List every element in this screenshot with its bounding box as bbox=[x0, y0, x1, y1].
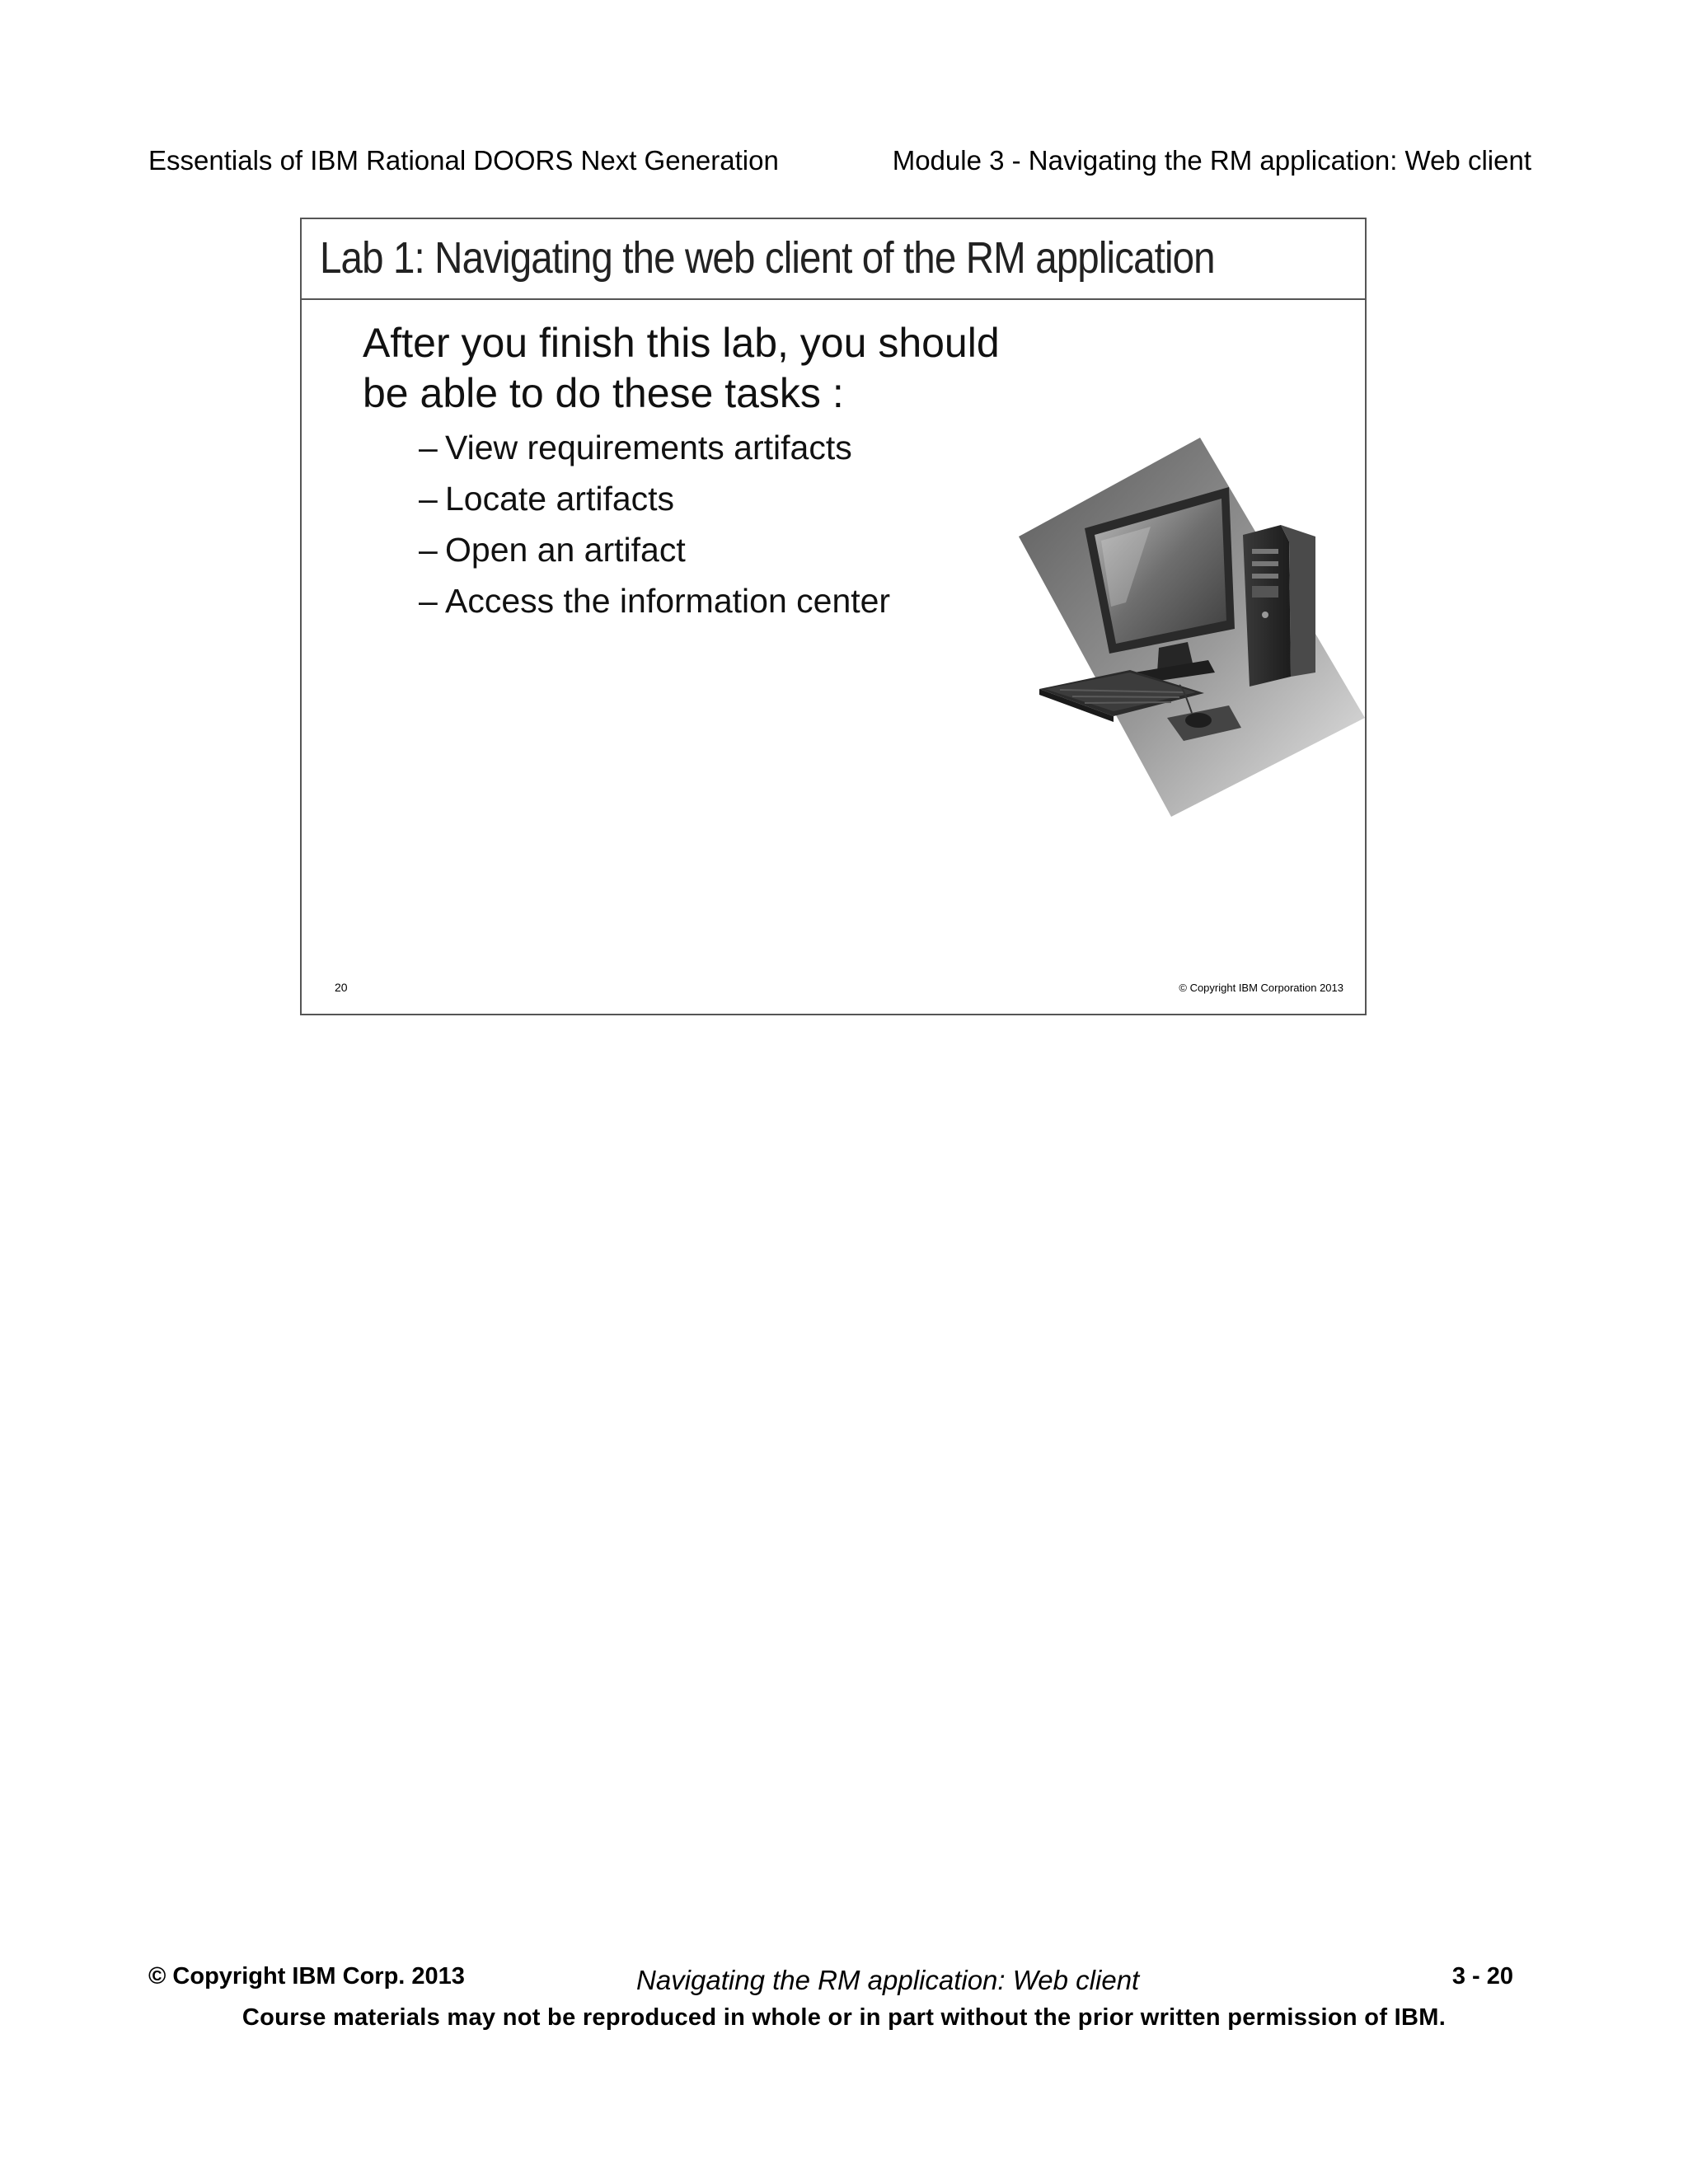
bullet-dash: – bbox=[419, 480, 438, 518]
slide-title-bar bbox=[302, 219, 1365, 300]
footer-reproduction-notice: Course materials may not be reproduced in whole or in part without the prior written permission of IBM. bbox=[241, 2004, 1447, 2031]
slide-title: Lab 1: Navigating the web client of the RM application bbox=[320, 233, 1215, 283]
footer-chapter-title: Navigating the RM application: Web client bbox=[636, 1965, 1140, 1995]
bullet-dash: – bbox=[419, 531, 438, 569]
slide-frame bbox=[300, 218, 1367, 1015]
slide-number: 20 bbox=[335, 981, 348, 994]
task-text: Locate artifacts bbox=[445, 480, 675, 518]
task-list bbox=[419, 422, 890, 626]
footer-copyright: © Copyright IBM Corp. 2013 bbox=[148, 1963, 465, 1990]
computer-tower-icon bbox=[1243, 525, 1315, 687]
running-header-course: Essentials of IBM Rational DOORS Next Generation bbox=[148, 145, 779, 176]
bullet-dash: – bbox=[419, 429, 438, 466]
task-item bbox=[419, 422, 890, 473]
slide-intro bbox=[363, 318, 1000, 419]
footer-page-number: 3 - 20 bbox=[1451, 1963, 1513, 1990]
slide-copyright: © Copyright IBM Corporation 2013 bbox=[1179, 982, 1343, 994]
bullet-dash: – bbox=[419, 582, 438, 620]
task-text: View requirements artifacts bbox=[445, 429, 852, 466]
task-item bbox=[419, 524, 890, 575]
task-item bbox=[419, 473, 890, 524]
task-text: Open an artifact bbox=[445, 531, 686, 569]
running-header-module: Module 3 - Navigating the RM application: Web client bbox=[892, 145, 1531, 176]
slide-intro-line-1: After you finish this lab, you should bbox=[363, 320, 1000, 366]
task-item bbox=[419, 575, 890, 626]
slide-intro-line-2: be able to do these tasks : bbox=[363, 370, 844, 416]
desktop-computer-icon bbox=[1019, 438, 1365, 817]
task-text: Access the information center bbox=[445, 582, 891, 620]
